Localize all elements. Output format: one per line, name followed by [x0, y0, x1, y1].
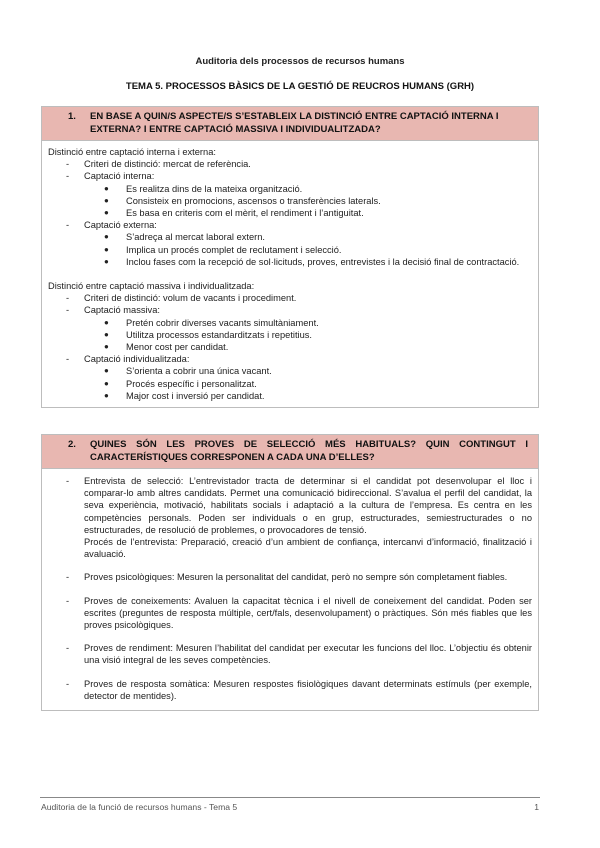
dash-marker: -	[66, 293, 70, 304]
bullet-icon: ●	[104, 256, 109, 266]
question-1-answer	[42, 141, 538, 407]
page-number: 1	[534, 802, 539, 812]
list-item: - Captació externa:	[66, 220, 157, 231]
bullet-icon: ●	[104, 366, 109, 376]
question-2-number: 2.	[68, 439, 76, 450]
list-item: ● Menor cost per candidat.	[104, 342, 229, 353]
bullet-icon: ●	[104, 342, 109, 352]
list-item: - Criteri de distinció: mercat de referència.	[66, 159, 251, 170]
bullet-icon: ●	[104, 208, 109, 218]
answer-intro-massiva-individualitzada: Distinció entre captació massiva i individualitzada:	[48, 281, 255, 292]
list-item: - Criteri de distinció: volum de vacants i procediment.	[66, 293, 297, 304]
entrevista-text: Entrevista de selecció: L’entrevistador tracta de determinar si el candidat pot desenvolupar el lloc i comparar-lo amb altres candidats. Permet una comunicació bidireccional. S’avalua el perfil del candidat, la seva experiència, motivació, habilitats socials i adaptació a la cultura de l’empresa. Es centra en les competències personals. Poden ser individuals o en grup, estructurades, semiestructurades o no estructurades, de resolució de problemes, o provocadores de tensió.	[84, 476, 532, 535]
list-item	[48, 595, 532, 632]
proves-rendiment-text: Proves de rendiment: Mesuren l’habilitat del candidat per executar les funcions del lloc. L’objectiu és obtenir una visió integral de les seves competències.	[84, 643, 532, 666]
bullet-icon: ●	[104, 244, 109, 254]
list-item: - Captació massiva:	[66, 305, 160, 316]
bullet-icon: ●	[104, 232, 109, 242]
list-item: ● Es basa en criteris com el mèrit, el rendiment i l’antiguitat.	[104, 208, 364, 219]
list-item: ● Pretén cobrir diverses vacants simultàniament.	[104, 317, 319, 328]
question-2-text: QUINES SÓN LES PROVES DE SELECCIÓ MÉS HABITUALS? QUIN CONTINGUT I CARACTERÍSTIQUES CORRESPONEN A CADA UNA D’ELLES?	[90, 439, 528, 463]
list-item: ● Implica un procés complet de reclutament i selecció.	[104, 244, 342, 255]
list-item: ● Major cost i inversió per candidat.	[104, 390, 265, 401]
bullet-icon: ●	[104, 378, 109, 388]
question-2-answer	[42, 469, 538, 710]
list-item	[48, 642, 532, 666]
document-header: Auditoria dels processos de recursos humans	[195, 56, 405, 67]
list-item: ● S’orienta a cobrir una única vacant.	[104, 366, 272, 377]
footer-text: Auditoria de la funció de recursos humans - Tema 5	[41, 802, 238, 812]
list-item: ● Utilitza processos estandarditzats i repetitius.	[104, 329, 313, 340]
bullet-icon: ●	[104, 329, 109, 339]
list-item: ● Procés específic i personalitzat.	[104, 378, 257, 389]
dash-marker: -	[66, 643, 70, 654]
list-item	[48, 678, 532, 702]
list-item: ● Inclou fases com la recepció de sol·licituds, proves, entrevistes i la decisió final de contractació.	[104, 256, 520, 267]
list-item: - Captació individualitzada:	[66, 354, 190, 365]
answer-intro-interna-externa: Distinció entre captació interna i externa:	[48, 147, 216, 157]
proves-somatica-text: Proves de resposta somàtica: Mesuren respostes fisiològiques davant determinats estímuls (per exemple, detector de mentides).	[84, 678, 532, 701]
dash-marker: -	[66, 159, 70, 170]
proves-coneixements-text: Proves de coneixements: Avaluen la capacitat tècnica i el nivell de coneixement del candidat. Poden ser escrites (preguntes de resposta múltiple, cert/fals, desenvolupament) o pràctiques. Són més fiables que les proves psicològiques.	[84, 595, 532, 631]
bullet-icon: ●	[104, 195, 109, 205]
list-item: ● Consisteix en promocions, ascensos o transferències laterals.	[104, 195, 381, 206]
entrevista-proces-text: Procés de l’entrevista: Preparació, creació d’un ambient de confiança, intercanvi d’informació, finalització i avaluació.	[84, 537, 532, 560]
bullet-icon: ●	[104, 183, 109, 193]
document-title: TEMA 5. PROCESSOS BÀSICS DE LA GESTIÓ DE REUCROS HUMANS (GRH)	[125, 81, 475, 92]
list-item: - Captació interna:	[66, 171, 155, 182]
question-1-number: 1.	[68, 111, 76, 122]
question-1-box	[41, 106, 539, 408]
dash-marker: -	[66, 305, 70, 316]
list-item: ● Es realitza dins de la mateixa organització.	[104, 183, 303, 194]
proves-psicologiques-text: Proves psicològiques: Mesuren la personalitat del candidat, però no sempre són completament fiables.	[84, 572, 508, 583]
bullet-icon: ●	[104, 317, 109, 327]
dash-marker: -	[66, 354, 70, 365]
question-1-header	[42, 107, 538, 141]
dash-marker: -	[66, 171, 70, 182]
footer-divider	[40, 797, 540, 798]
question-2-header	[42, 435, 538, 469]
list-item	[48, 475, 532, 560]
dash-marker: -	[66, 678, 70, 689]
dash-marker: -	[66, 595, 70, 606]
dash-marker: -	[66, 220, 70, 231]
question-1-text: EN BASE A QUIN/S ASPECTE/S S’ESTABLEIX LA DISTINCIÓ ENTRE CAPTACIÓ INTERNA I EXTERNA? I ENTRE CAPTACIÓ MASSIVA I INDIVIDUALITZADA?	[90, 111, 499, 135]
list-item	[48, 571, 532, 583]
dash-marker: -	[66, 572, 70, 583]
question-2-box	[41, 434, 539, 711]
bullet-icon: ●	[104, 390, 109, 400]
dash-marker: -	[66, 476, 70, 486]
list-item: ● S’adreça al mercat laboral extern.	[104, 232, 266, 243]
